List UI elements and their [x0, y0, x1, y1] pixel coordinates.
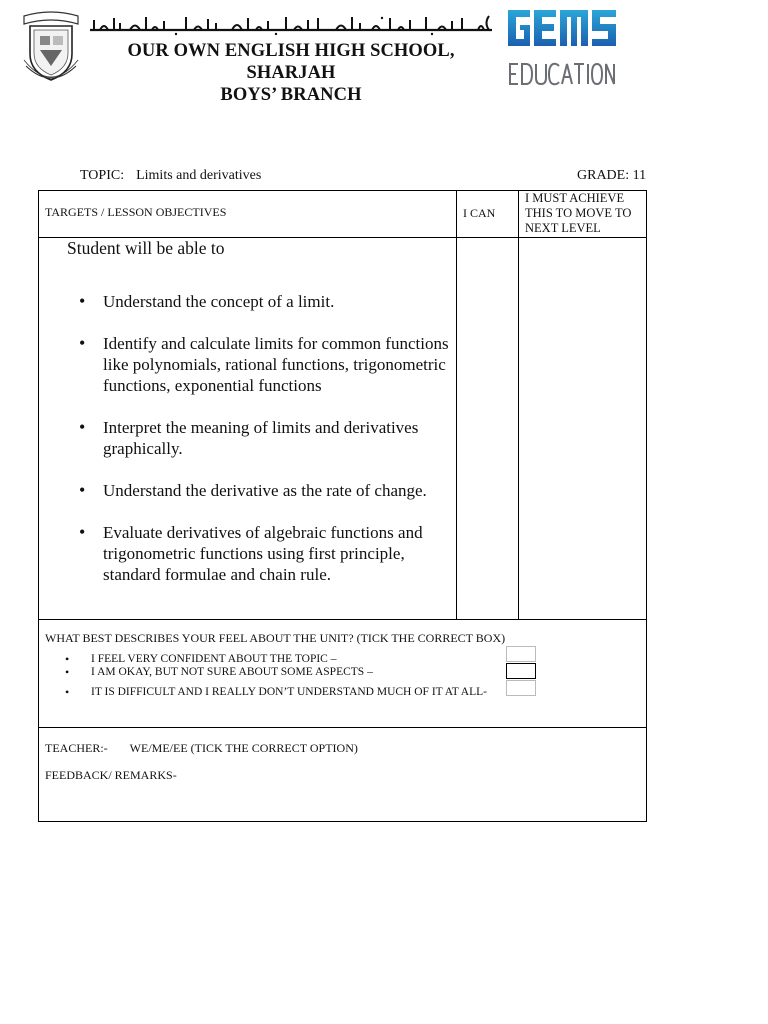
grade-label: GRADE: 11	[577, 168, 647, 183]
column-header-i-can: I CAN	[463, 206, 496, 220]
feeling-option-confident: • I FEEL VERY CONFIDENT ABOUT THE TOPIC –	[65, 653, 545, 666]
column-header-must-achieve	[525, 191, 643, 236]
topic-label: TOPIC:	[80, 168, 125, 183]
objectives-row-divider	[39, 619, 646, 620]
school-name-line2: BOYS’ BRANCH	[220, 85, 362, 105]
feeling-row-divider	[39, 727, 646, 728]
must-achieve-column-divider	[518, 191, 519, 619]
objective-item: • Understand the derivative as the rate of change.	[79, 480, 459, 501]
must-achieve-line: NEXT LEVEL	[525, 221, 601, 235]
topic-line	[80, 168, 261, 184]
tick-box-difficult[interactable]	[506, 680, 536, 696]
gems-education-logo	[506, 6, 618, 88]
objectives-intro: Student will be able to	[67, 238, 225, 258]
feeling-option-difficult: • IT IS DIFFICULT AND I REALLY DON’T UNDERSTAND MUCH OF IT AT ALL-	[65, 686, 545, 699]
topic-value: Limits and derivatives	[136, 168, 262, 183]
column-header-objectives: TARGETS / LESSON OBJECTIVES	[45, 205, 227, 219]
objectives-list	[79, 291, 459, 606]
objective-item: • Understand the concept of a limit.	[79, 291, 459, 312]
school-crest-logo	[20, 10, 82, 86]
objective-item: • Interpret the meaning of limits and derivatives graphically.	[79, 417, 459, 459]
objective-item: • Evaluate derivatives of algebraic functions and trigonometric functions using first principle, standard formulae and chain rule.	[79, 522, 459, 585]
teacher-label: TEACHER:-	[45, 741, 108, 755]
tick-box-confident[interactable]	[506, 646, 536, 662]
must-achieve-line: I MUST ACHIEVE	[525, 191, 625, 205]
feeling-options	[65, 653, 545, 699]
self-assessment-table	[38, 190, 647, 822]
feeling-question: WHAT BEST DESCRIBES YOUR FEEL ABOUT THE UNIT? (TICK THE CORRECT BOX)	[45, 631, 506, 645]
feeling-option-okay: • I AM OKAY, BUT NOT SURE ABOUT SOME ASPECTS –	[65, 666, 545, 679]
teacher-line	[45, 741, 358, 756]
school-name	[84, 40, 498, 106]
objective-item: • Identify and calculate limits for common functions like polynomials, rational functions, trigonometric functions, exponential functions	[79, 333, 459, 396]
must-achieve-line: THIS TO MOVE TO	[525, 206, 632, 220]
arabic-school-name	[86, 10, 496, 36]
feedback-label: FEEDBACK/ REMARKS-	[45, 768, 177, 782]
tick-box-okay[interactable]	[506, 663, 536, 679]
teacher-options: WE/ME/EE (TICK THE CORRECT OPTION)	[129, 741, 358, 755]
school-name-line1: OUR OWN ENGLISH HIGH SCHOOL, SHARJAH	[127, 41, 455, 83]
